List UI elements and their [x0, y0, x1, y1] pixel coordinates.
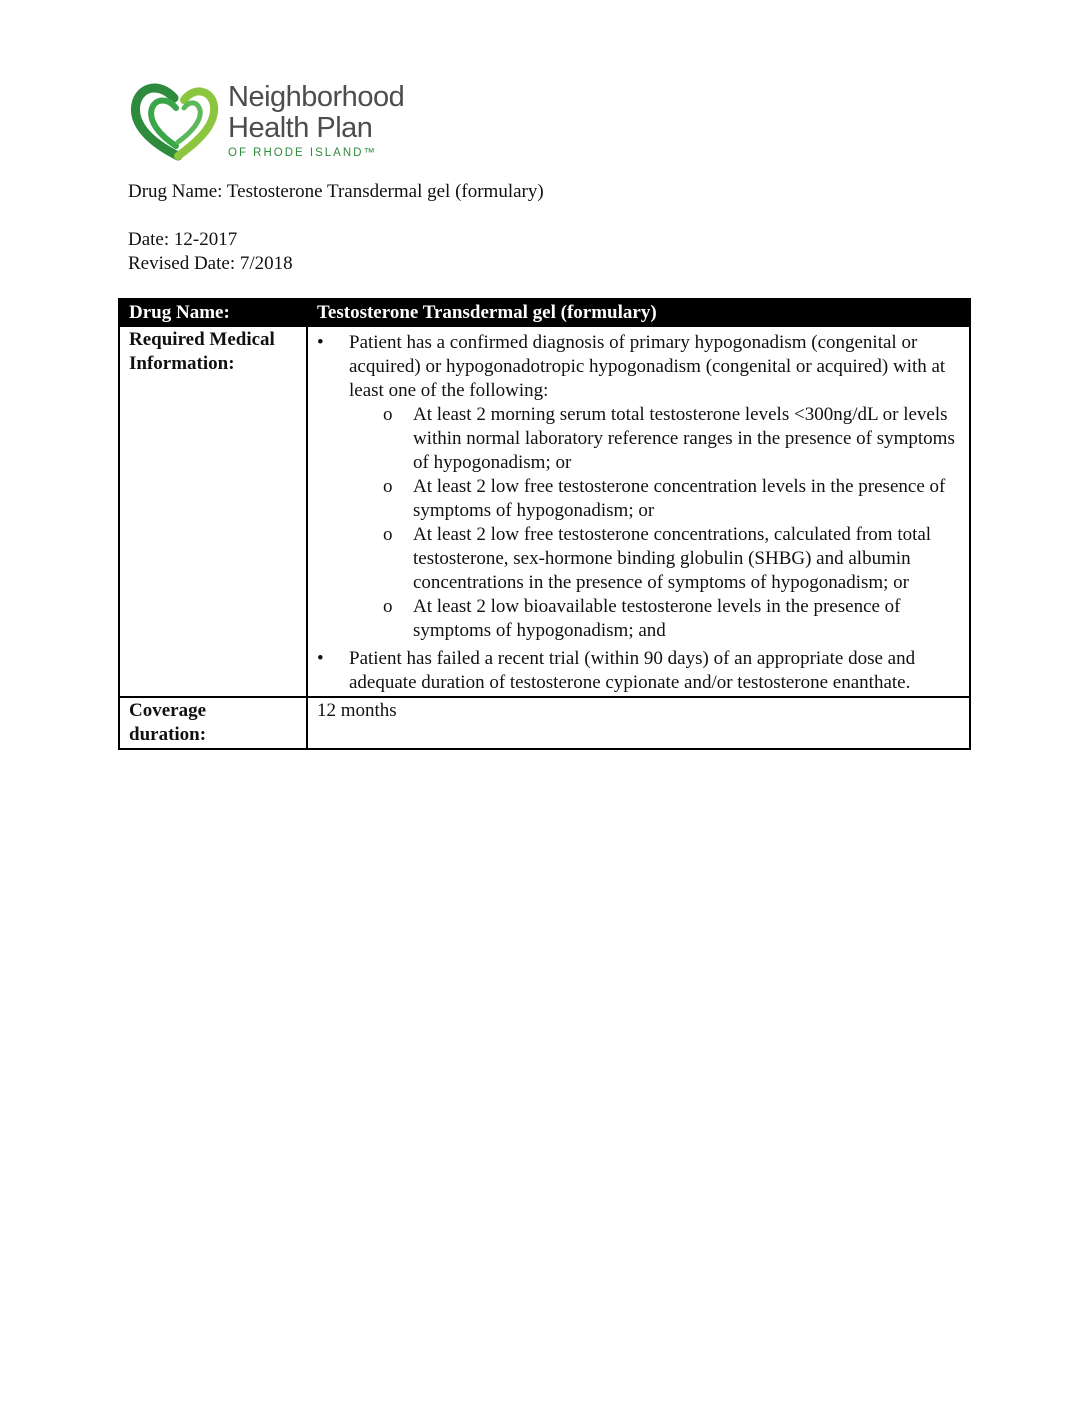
- list-item: o At least 2 low bioavailable testosterone levels in the presence of symptoms of hypogonadism; and: [413, 595, 960, 643]
- date-line: Date: 12-2017: [128, 229, 238, 250]
- list-item: [339, 331, 960, 643]
- logo-line-2: Health Plan: [228, 112, 373, 144]
- rmi-label-line-2: Information:: [129, 353, 235, 374]
- list-item: • Patient has failed a recent trial (within 90 days) of an appropriate dose and adequate duration of testosterone cypionate and/or testosterone enanthate.: [339, 647, 960, 695]
- sub-criteria-list: [349, 403, 960, 643]
- coverage-duration-value: 12 months: [307, 697, 970, 749]
- header-value-cell: Testosterone Transdermal gel (formulary): [307, 299, 970, 326]
- coverage-duration-label: [119, 697, 307, 749]
- required-medical-info-row: [119, 326, 970, 697]
- required-medical-info-label: [119, 326, 307, 697]
- heart-logo-icon: [130, 80, 222, 162]
- rmi-label-line-1: Required Medical: [129, 329, 275, 350]
- logo-line-1: Neighborhood: [228, 81, 405, 113]
- neighborhood-health-plan-logo: [130, 80, 430, 165]
- table-header-row: [119, 299, 970, 326]
- list-item: o At least 2 morning serum total testosterone levels <300ng/dL or levels within normal laboratory reference ranges in the presence of symptoms of hypogonadism; or: [413, 403, 960, 475]
- header-label-cell: Drug Name:: [119, 299, 307, 326]
- list-item: o At least 2 low free testosterone concentration levels in the presence of symptoms of hypogonadism; or: [413, 475, 960, 523]
- logo-line-3: OF RHODE ISLAND™: [228, 147, 377, 159]
- bullet-text-1: Patient has a confirmed diagnosis of primary hypogonadism (congenital or acquired) or hypogonadotropic hypogonadism (congenital or acquired) with at least one of the following:: [349, 332, 946, 401]
- drug-criteria-table: [118, 298, 971, 750]
- drug-name-line: Drug Name: Testosterone Transdermal gel (formulary): [128, 181, 544, 202]
- required-medical-info-content: [307, 326, 970, 697]
- coverage-label-line-2: duration:: [129, 724, 207, 745]
- coverage-duration-row: [119, 697, 970, 749]
- criteria-bullet-list: [317, 331, 960, 695]
- revised-date-line: Revised Date: 7/2018: [128, 253, 293, 274]
- list-item: o At least 2 low free testosterone concentrations, calculated from total testosterone, sex-hormone binding globulin (SHBG) and albumin concentrations in the presence of symptoms of hypogonadism; or: [413, 523, 960, 595]
- coverage-label-line-1: Coverage: [129, 700, 207, 721]
